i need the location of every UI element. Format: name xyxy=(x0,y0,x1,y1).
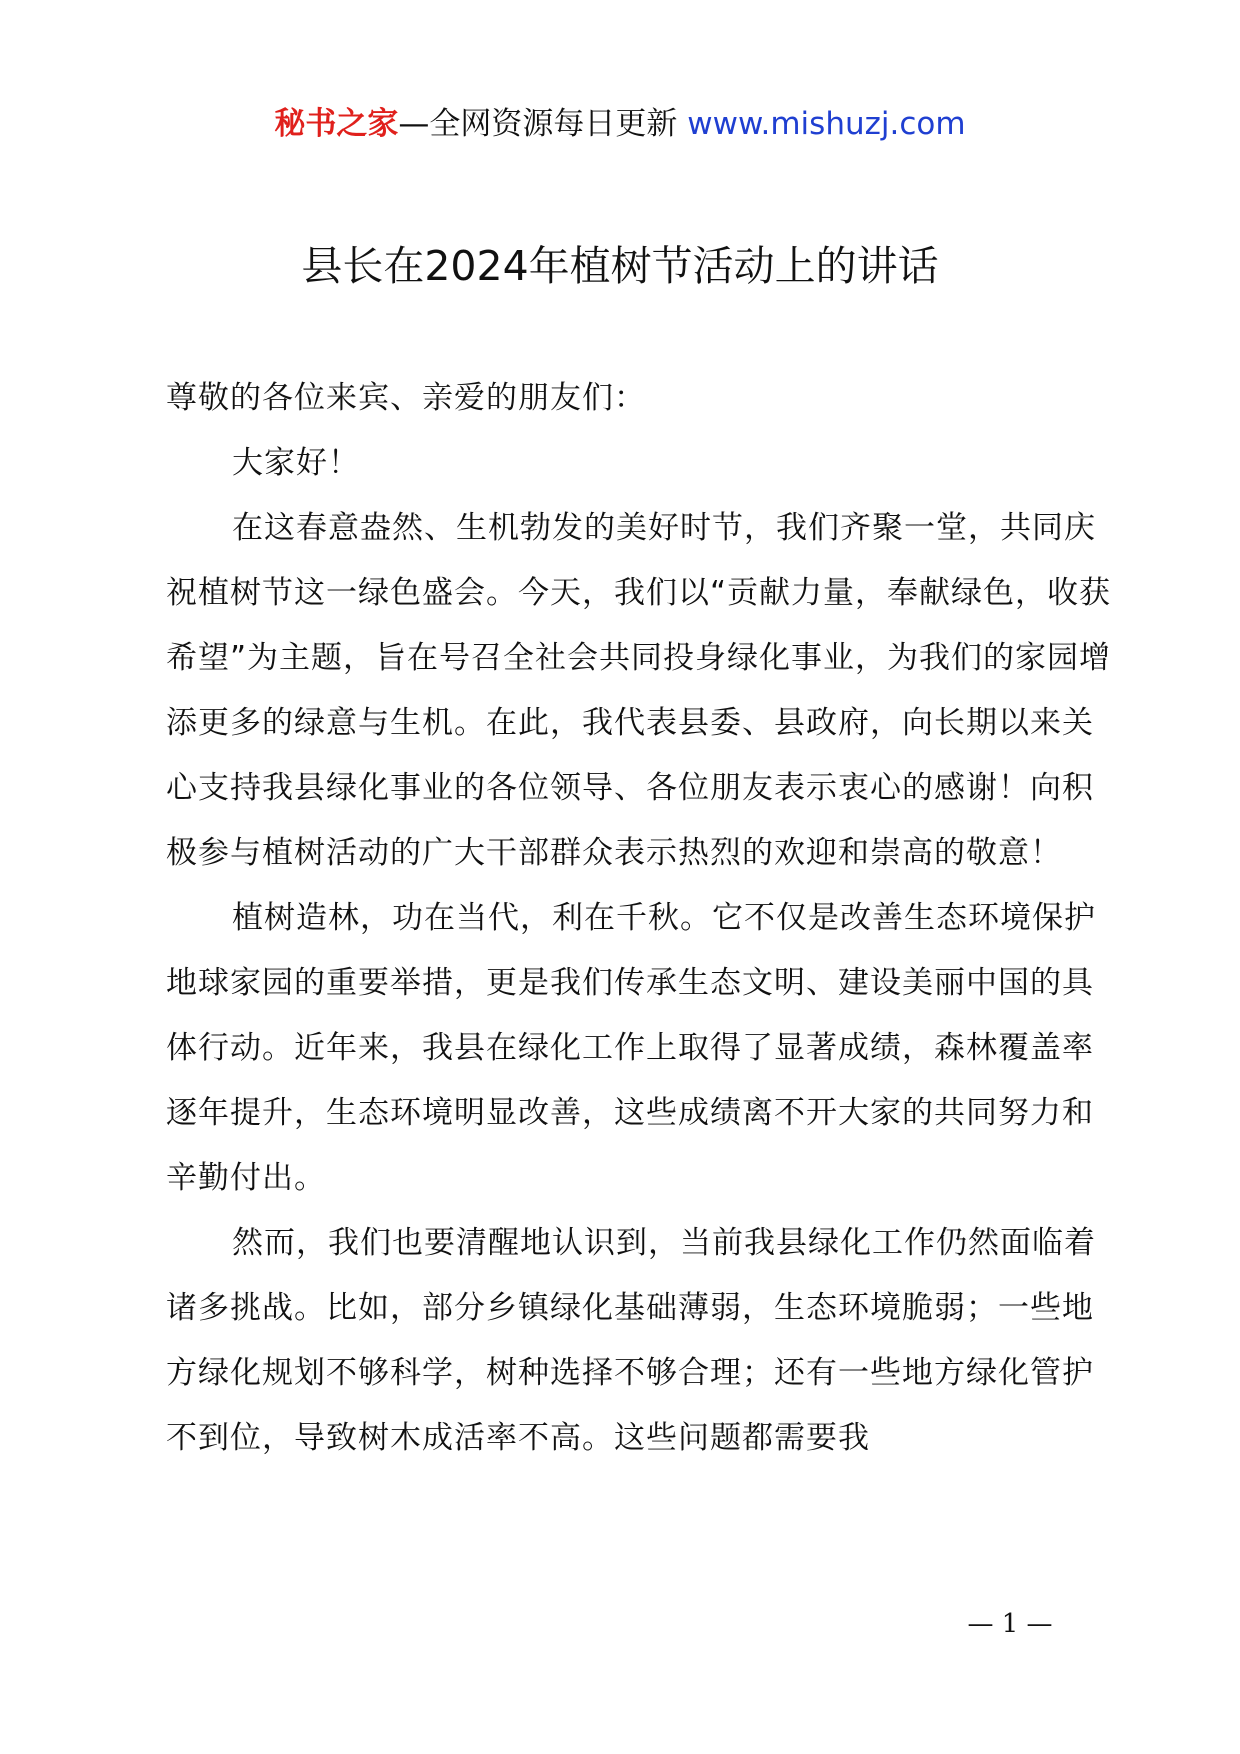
site-tagline: —全网资源每日更新 xyxy=(398,106,688,142)
paragraph-significance: 植树造林，功在当代，利在千秋。它不仅是改善生态环境保护地球家园的重要举措，更是我们传承生态文明、建设美丽中国的具体行动。近年来，我县在绿化工作上取得了显著成绩，森林覆盖率逐年提升，生态环境明显改善，这些成绩离不开大家的共同努力和辛勤付出。 xyxy=(166,900,1096,1196)
page-number: — 1 — xyxy=(967,1609,1053,1639)
site-banner xyxy=(0,104,1240,144)
site-brand: 秘书之家 xyxy=(274,106,399,142)
document-title: 县长在2024年植树节活动上的讲话 xyxy=(301,242,939,290)
paragraph-greeting: 大家好！ xyxy=(232,445,360,481)
site-url-link[interactable]: www.mishuzj.com xyxy=(687,106,966,142)
document-body xyxy=(166,366,1118,1471)
paragraph-opening: 在这春意盎然、生机勃发的美好时节，我们齐聚一堂，共同庆祝植树节这一绿色盛会。今天，我们以“贡献力量，奉献绿色，收获希望”为主题，旨在号召全社会共同投身绿化事业，为我们的家园增添更多的绿意与生机。在此，我代表县委、县政府，向长期以来关心支持我县绿化事业的各位领导、各位朋友表示衷心的感谢！向积极参与植树活动的广大干部群众表示热烈的欢迎和崇高的敬意！ xyxy=(166,510,1112,871)
paragraph-challenges: 然而，我们也要清醒地认识到，当前我县绿化工作仍然面临着诸多挑战。比如，部分乡镇绿化基础薄弱，生态环境脆弱；一些地方绿化规划不够科学，树种选择不够合理；还有一些地方绿化管护不到位，导致树木成活率不高。这些问题都需要我 xyxy=(166,1225,1096,1456)
salutation: 尊敬的各位来宾、亲爱的朋友们： xyxy=(166,380,646,416)
